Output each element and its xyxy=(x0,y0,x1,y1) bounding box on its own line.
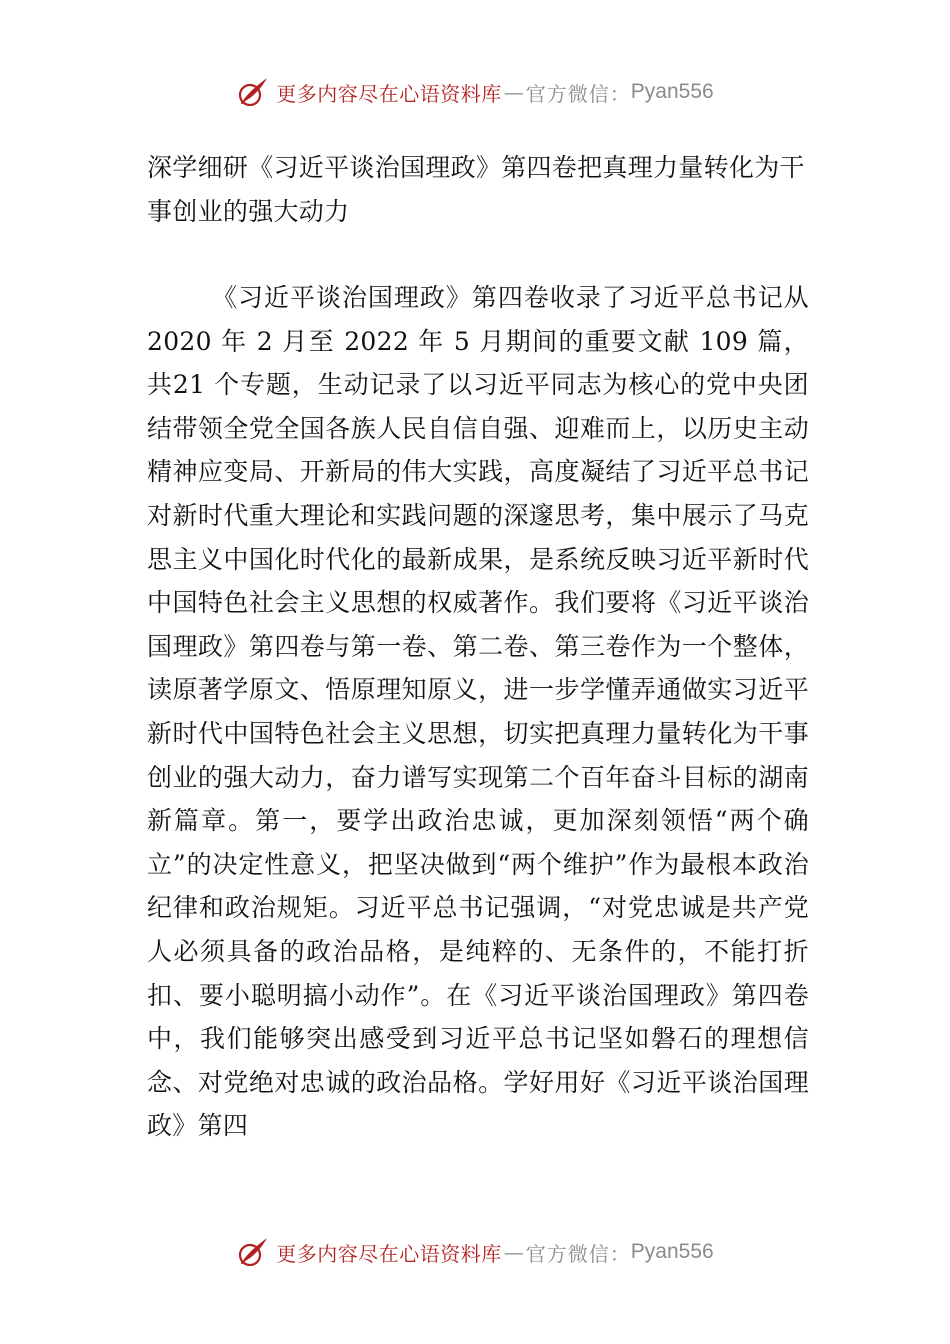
watermark-promo-text: 更多内容尽在心语资料库 xyxy=(276,81,502,106)
footer-watermark xyxy=(0,1232,950,1272)
watermark-wechat-label: 官方微信： xyxy=(525,1241,631,1266)
watermark-promo-text: 更多内容尽在心语资料库 xyxy=(276,1241,502,1266)
watermark-wechat-label: 官方微信： xyxy=(525,81,631,106)
watermark-wechat-id: Pyan556 xyxy=(630,1240,714,1263)
watermark-wechat-id: Pyan556 xyxy=(630,80,714,103)
quill-logo-icon xyxy=(236,75,270,109)
watermark-dash: — xyxy=(503,80,524,104)
header-watermark xyxy=(0,72,950,112)
document-body: 《习近平谈治国理政》第四卷收录了习近平总书记从2020 年 2 月至 2022 年 5 月期间的重要文献 109 篇，共21 个专题，生动记录了以习近平同志为核心的党中央团结带领全党全国各族人民自信自强、迎难而上，以历史主动精神应变局、开新局的伟大实践，高度凝结了习近平总书记对新时代重大理论和实践问题的深邃思考，集中展示了马克思主义中国化时代化的最新成果，是系统反映习近平新时代中国特色社会主义思想的权威著作。我们要将《习近平谈治国理政》第四卷与第一卷、第二卷、第三卷作为一个整体，读原著学原文、悟原理知原义，进一步学懂弄通做实习近平新时代中国特色社会主义思想，切实把真理力量转化为干事创业的强大动力，奋力谱写实现第二个百年奋斗目标的湖南新篇章。第一，要学出政治忠诚，更加深刻领悟“两个确立”的决定性意义，把坚决做到“两个维护”作为最根本政治纪律和政治规矩。习近平总书记强调，“对党忠诚是共产党人必须具备的政治品格，是纯粹的、无条件的，不能打折扣、要小聪明搞小动作”。在《习近平谈治国理政》第四卷中，我们能够突出感受到习近平总书记坚如磐石的理想信念、对党绝对忠诚的政治品格。学好用好《习近平谈治国理政》第四 xyxy=(147,283,809,1141)
document-title: 深学细研《习近平谈治国理政》第四卷把真理力量转化为干事创业的强大动力 xyxy=(147,153,805,226)
watermark-dash: — xyxy=(503,1240,524,1264)
quill-logo-icon xyxy=(236,1235,270,1269)
